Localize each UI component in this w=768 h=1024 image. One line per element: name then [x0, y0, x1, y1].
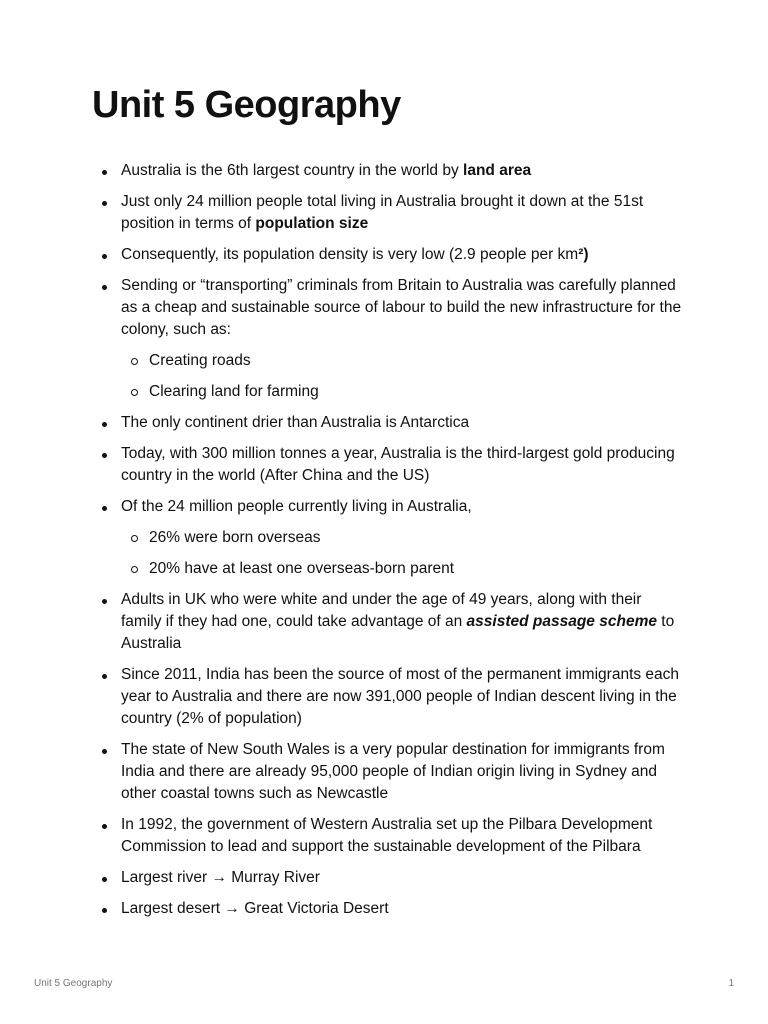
sub-list	[121, 527, 684, 580]
sub-list-item-text: Creating roads	[149, 352, 251, 369]
bullet-list-container	[92, 160, 684, 929]
list-item	[92, 664, 684, 730]
list-item-text: Adults in UK who were white and under the age of 49 years, along with their family if they had one, could take advantage of an	[121, 591, 642, 630]
bullet-dot-icon	[102, 908, 107, 913]
bullet-dot-icon	[102, 453, 107, 458]
list-item-text: Just only 24 million people total living in Australia brought it down at the 51st position in terms of	[121, 193, 644, 232]
list-item-text: Of the 24 million people currently living in Australia,	[121, 498, 472, 515]
footer-page-number: 1	[728, 978, 734, 989]
sub-list	[121, 350, 684, 403]
bold-term: population size	[255, 215, 369, 232]
list-item-text: Today, with 300 million tonnes a year, Australia is the third-largest gold producing country in the world (After China and the US)	[121, 445, 675, 484]
list-item	[92, 275, 684, 403]
list-item-text-after: to Australia	[121, 613, 675, 652]
bullet-circle-icon	[131, 535, 138, 542]
bullet-dot-icon	[102, 254, 107, 259]
list-item	[92, 589, 684, 655]
bullet-dot-icon	[102, 422, 107, 427]
bullet-dot-icon	[102, 674, 107, 679]
bullet-dot-icon	[102, 824, 107, 829]
bullet-list	[92, 160, 684, 920]
bullet-dot-icon	[102, 749, 107, 754]
bullet-dot-icon	[102, 599, 107, 604]
bold-term: ²)	[578, 246, 589, 263]
list-item	[92, 867, 684, 889]
list-item-text: The state of New South Wales is a very popular destination for immigrants from India and there are already 95,000 people of Indian origin living in Sydney and other coastal towns such as Newcastle	[121, 741, 665, 802]
bullet-dot-icon	[102, 201, 107, 206]
sub-list-item-text: Clearing land for farming	[149, 383, 319, 400]
bullet-dot-icon	[102, 170, 107, 175]
bold-italic-term: assisted passage scheme	[466, 613, 657, 630]
sub-list-item-text: 20% have at least one overseas-born parent	[149, 560, 455, 577]
list-item	[92, 898, 684, 920]
list-item-text: Consequently, its population density is very low (2.9 people per km	[121, 246, 579, 263]
list-item-text: Largest river → Murray River	[121, 869, 320, 886]
list-item	[92, 191, 684, 235]
sub-list-item	[121, 381, 684, 403]
list-item-text: Since 2011, India has been the source of most of the permanent immigrants each year to Australia and there are now 391,000 people of Indian descent living in the country (2% of population)	[121, 666, 680, 727]
page-title: Unit 5 Geography	[92, 84, 401, 126]
list-item	[92, 814, 684, 858]
list-item	[92, 160, 684, 182]
sub-list-item	[121, 350, 684, 372]
bold-term: land area	[463, 162, 532, 179]
bullet-dot-icon	[102, 285, 107, 290]
list-item-text: The only continent drier than Australia is Antarctica	[121, 414, 470, 431]
bullet-dot-icon	[102, 506, 107, 511]
bullet-circle-icon	[131, 389, 138, 396]
bullet-circle-icon	[131, 358, 138, 365]
list-item-text: In 1992, the government of Western Australia set up the Pilbara Development Commission to lead and support the sustainable development of the Pilbara	[121, 816, 653, 855]
list-item	[92, 496, 684, 580]
sub-list-item	[121, 527, 684, 549]
list-item	[92, 412, 684, 434]
list-item-text: Sending or “transporting” criminals from Britain to Australia was carefully planned as a cheap and sustainable source of labour to build the new infrastructure for the colony, such as:	[121, 277, 682, 338]
bullet-circle-icon	[131, 566, 138, 573]
list-item	[92, 244, 684, 266]
list-item	[92, 739, 684, 805]
list-item-text: Largest desert → Great Victoria Desert	[121, 900, 389, 917]
list-item-text: Australia is the 6th largest country in the world by	[121, 162, 464, 179]
list-item	[92, 443, 684, 487]
bullet-dot-icon	[102, 877, 107, 882]
sub-list-item-text: 26% were born overseas	[149, 529, 321, 546]
footer-document-title: Unit 5 Geography	[34, 978, 113, 989]
sub-list-item	[121, 558, 684, 580]
